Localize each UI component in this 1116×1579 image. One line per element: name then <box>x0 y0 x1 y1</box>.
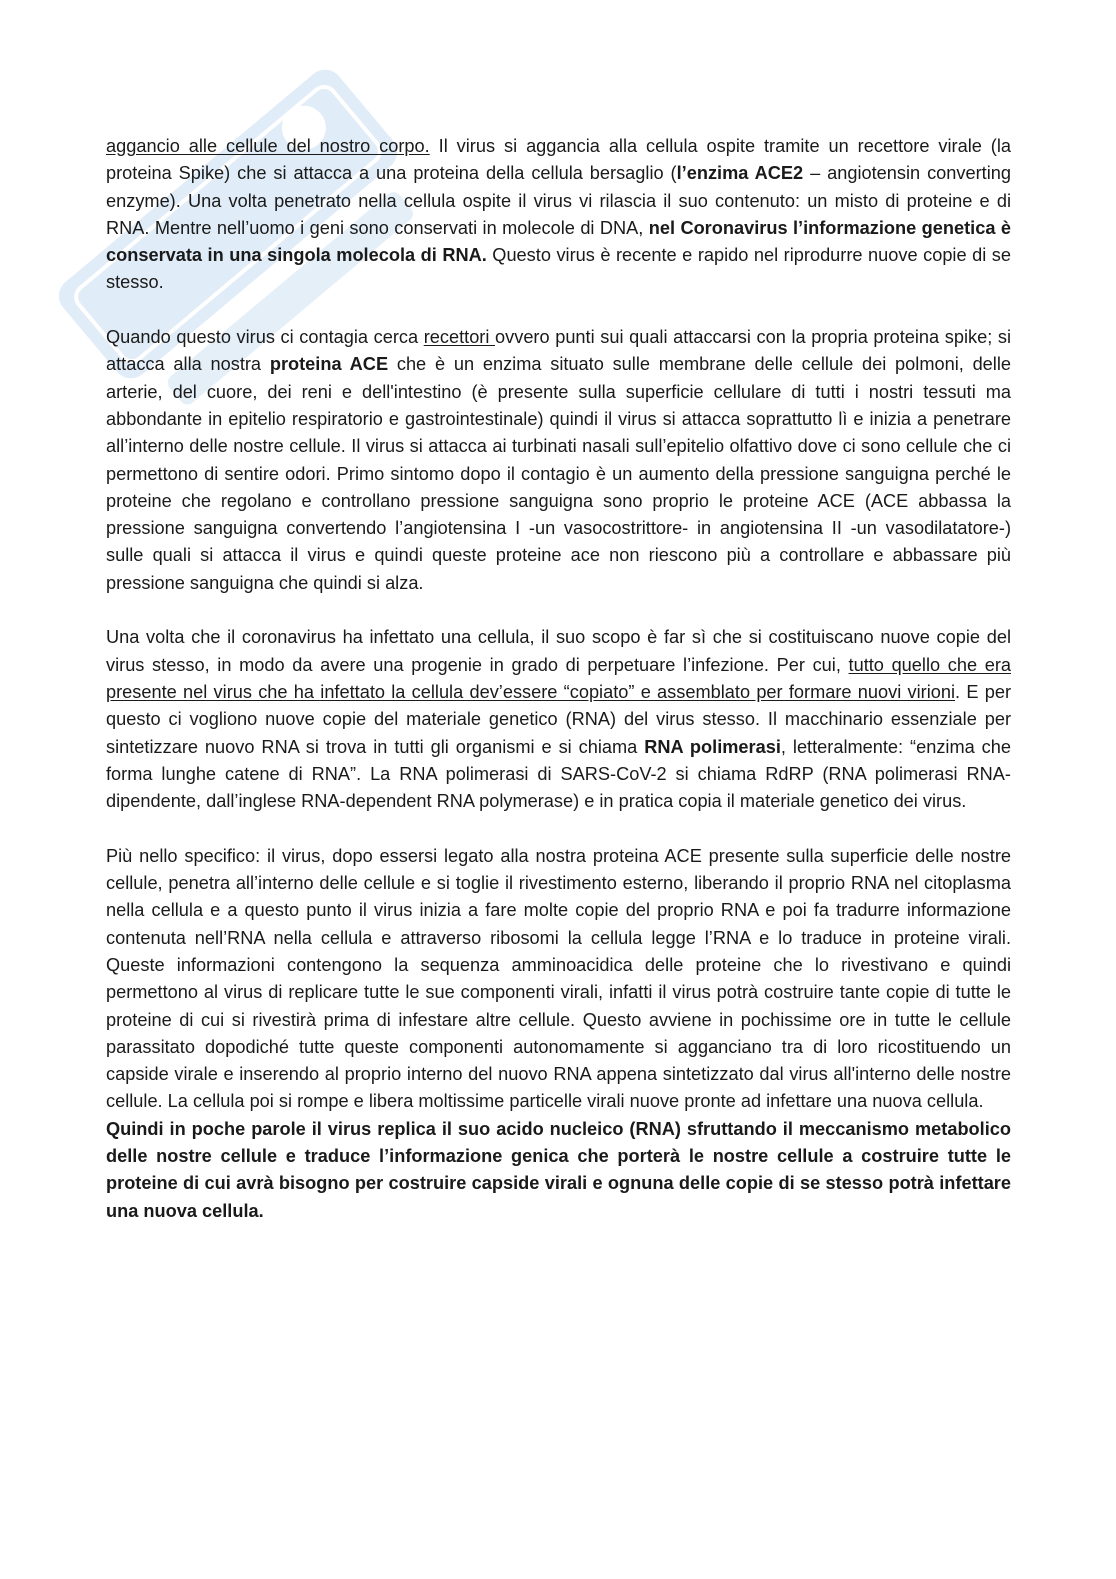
text-run: Il virus si aggancia alla cellula ospite tramite un recettore virale (la proteina Spike) che si attacca a una proteina della cellula bersaglio ( <box>106 136 1011 184</box>
underlined-text: tutto quello che era presente nel virus che ha infettato la cellula dev’essere “copiato” e assemblato per formare nuovi virioni <box>106 654 1012 702</box>
document-body <box>106 133 1011 1225</box>
paragraph-3 <box>106 624 1011 815</box>
bold-text: RNA polimerasi <box>644 736 781 757</box>
text-run: Quando questo virus ci contagia cerca <box>106 327 424 348</box>
text-run: Una volta che il coronavirus ha infettato una cellula, il suo scopo è far sì che si costituiscano nuove copie del virus stesso, in modo da avere una progenie in grado di perpetuare l’infezione. Per cui, <box>106 627 1011 675</box>
text-run: ovvero punti sui quali attaccarsi con la propria proteina spike; si attacca alla nostra <box>106 327 1012 375</box>
bold-text: Quindi in poche parole il virus replica il suo acido nucleico (RNA) sfruttando il meccanismo metabolico delle nostre cellule e traduce l’informazione genica che porterà le nostre cellule a costruire tutte le proteine di cui avrà bisogno per costruire capside virali e ognuna delle copie di se stesso potrà infettare una nuova cellula. <box>106 1118 1011 1221</box>
underlined-text: recettori <box>423 327 496 348</box>
bold-text: proteina ACE <box>269 354 389 375</box>
text-run: – angiotensin converting enzyme). Una volta penetrato nella cellula ospite il virus vi rilascia il suo contenuto: un misto di proteine e di RNA. Mentre nell’uomo i geni sono conservati in molecole di DNA, <box>106 163 1011 238</box>
text-run: Più nello specifico: il virus, dopo essersi legato alla nostra proteina ACE presente sulla superficie delle nostre cellule, penetra all’interno delle cellule e si toglie il rivestimento esterno, liberando il proprio RNA nel citoplasma nella cellula e a questo punto il virus inizia a fare molte copie del proprio RNA e poi fa tradurre informazione contenuta nell’RNA nella cellula e attraverso ribosomi la cellula legge l’RNA e lo traduce in proteine virali. Queste informazioni contengono la sequenza amminoacidica delle proteine che lo rivestivano e quindi permettono al virus di replicare tutte le sue componenti virali, infatti il virus potrà costruire tante copie di tutte le proteine di cui si rivestirà prima di infestare altre cellule. Questo avviene in pochissime ore in tutte le cellule parassitato dopodiché tutte queste componenti autonomamente si agganciano tra di loro ricostituendo un capside virale e inserendo al proprio interno del nuovo RNA appena sintetizzato dal virus all'interno delle nostre cellule. La cellula poi si rompe e libera moltissime particelle virali nuove pronte ad infettare una nuova cellula. <box>106 845 1011 1112</box>
paragraph-5-summary <box>106 1116 1011 1225</box>
underlined-text: aggancio alle cellule del nostro corpo. <box>106 136 430 156</box>
text-run: , letteralmente: “enzima che forma lunghe catene di RNA”. La RNA polimerasi di SARS-CoV-2 si chiama RdRP (RNA polimerasi RNA-dipendente, dall’inglese RNA-dependent RNA polymerase) e in pratica copia il materiale genetico dei virus. <box>106 736 1011 812</box>
bold-text: nel Coronavirus l’informazione genetica è conservata in una singola molecola di RNA. <box>106 217 1011 266</box>
text-run: . E per questo ci vogliono nuove copie del materiale genetico (RNA) del virus stesso. Il macchinario essenziale per sintetizzare nuovo RNA si trova in tutti gli organismi e si chiama <box>106 681 1011 757</box>
bold-text: l’enzima ACE2 <box>676 163 804 184</box>
paragraph-1 <box>106 133 1011 297</box>
paragraph-4 <box>106 843 1011 1116</box>
paragraph-2 <box>106 324 1011 597</box>
text-run: che è un enzima situato sulle membrane delle cellule dei polmoni, delle arterie, del cuore, dei reni e dell'intestino (è presente sulla superficie cellulare di tutti i nostri tessuti ma abbondante in epitelio respiratorio e gastrointestinale) quindi il virus si attacca soprattutto lì e inizia a penetrare all’interno delle nostre cellule. Il virus si attacca ai turbinati nasali sull’epitelio olfattivo dove ci sono cellule che ci permettono di sentire odori. Primo sintomo dopo il contagio è un aumento della pressione sanguigna perché le proteine che regolano e controllano pressione sanguigna sono proprio le proteine ACE (ACE abbassa la pressione sanguigna convertendo l’angiotensina I -un vasocostrittore- in angiotensina II -un vasodilatatore-) sulle quali si attacca il virus e quindi queste proteine ace non riescono più a controllare e abbassare più pressione sanguigna che quindi si alza. <box>106 354 1011 593</box>
text-run: Questo virus è recente e rapido nel riprodurre nuove copie di se stesso. <box>106 245 1011 293</box>
